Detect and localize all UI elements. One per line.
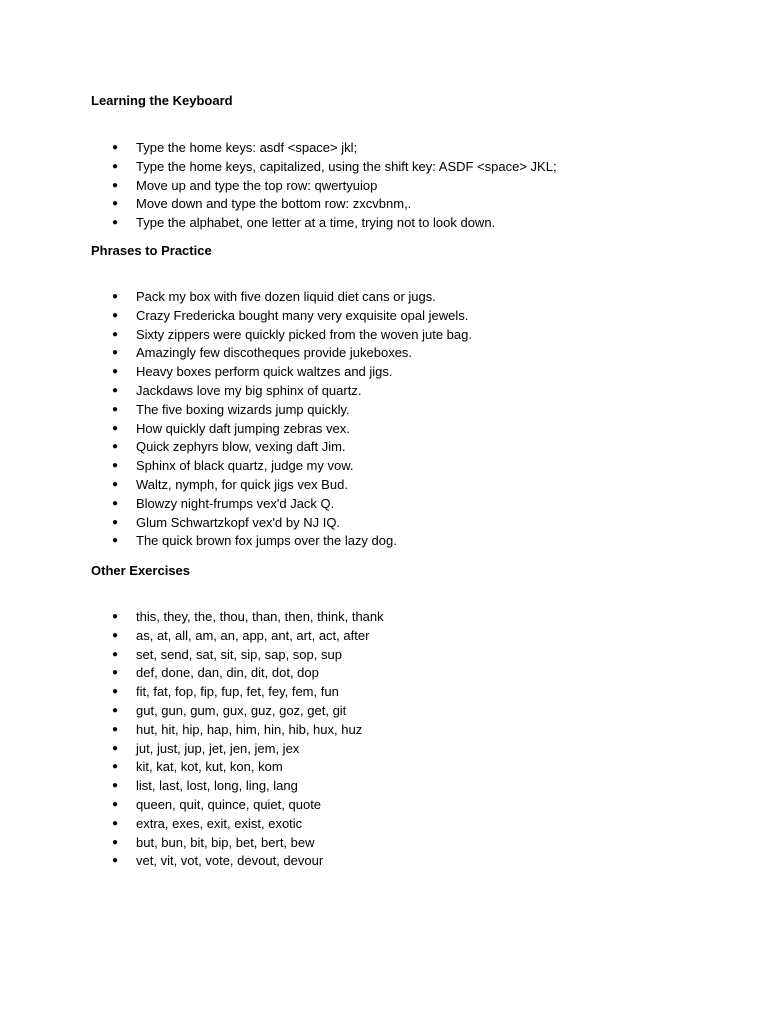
list-item-text: queen, quit, quince, quiet, quote bbox=[136, 796, 322, 812]
list-item bbox=[91, 702, 731, 721]
list-item-text: Type the home keys, capitalized, using the shift key: ASDF <space> JKL; bbox=[136, 158, 557, 174]
list-item bbox=[91, 495, 731, 514]
section-heading: Phrases to Practice bbox=[91, 243, 212, 258]
list-item bbox=[91, 476, 731, 495]
list-item bbox=[91, 834, 731, 853]
list-item bbox=[91, 664, 731, 683]
list-item bbox=[91, 683, 731, 702]
list-item bbox=[91, 852, 731, 871]
list-item bbox=[91, 326, 731, 345]
bullet-icon: ● bbox=[112, 328, 119, 340]
bullet-icon: ● bbox=[112, 347, 119, 359]
list-item-text: Move up and type the top row: qwertyuiop bbox=[136, 177, 378, 193]
list-item-text: extra, exes, exit, exist, exotic bbox=[136, 815, 303, 831]
bullet-icon: ● bbox=[112, 142, 119, 153]
bullet-icon: ● bbox=[112, 629, 119, 641]
list-item-text: Glum Schwartzkopf vex'd by NJ IQ. bbox=[136, 514, 341, 530]
list-item bbox=[91, 514, 731, 533]
section-learning-the-keyboard bbox=[91, 92, 731, 233]
section-heading: Other Exercises bbox=[91, 563, 191, 578]
list-item bbox=[91, 777, 731, 796]
list-item bbox=[91, 457, 731, 476]
list-item bbox=[91, 401, 731, 420]
bullet-icon: ● bbox=[112, 217, 119, 229]
list-item bbox=[91, 796, 731, 815]
list-item bbox=[91, 420, 731, 439]
list-item-text: Jackdaws love my big sphinx of quartz. bbox=[136, 382, 362, 398]
bullet-icon: ● bbox=[112, 667, 119, 679]
bullet-icon: ● bbox=[112, 723, 119, 735]
bullet-icon: ● bbox=[112, 422, 119, 434]
bullet-icon: ● bbox=[112, 366, 119, 378]
section-other-exercises bbox=[91, 562, 731, 871]
list-item-text: Amazingly few discotheques provide jukeboxes. bbox=[136, 345, 413, 361]
list-item bbox=[91, 307, 731, 326]
bullet-icon: ● bbox=[112, 160, 119, 172]
list-item-text: How quickly daft jumping zebras vex. bbox=[136, 420, 350, 436]
list-item-text: jut, just, jup, jet, jen, jem, jex bbox=[136, 740, 300, 756]
list-item bbox=[91, 195, 731, 214]
bullet-list bbox=[91, 288, 731, 551]
bullet-icon: ● bbox=[112, 516, 119, 528]
list-item-text: Sphinx of black quartz, judge my vow. bbox=[136, 458, 354, 474]
list-item-text: kit, kat, kot, kut, kon, kom bbox=[136, 759, 283, 775]
list-item bbox=[91, 815, 731, 834]
list-item bbox=[91, 627, 731, 646]
list-item-text: gut, gun, gum, gux, guz, goz, get, git bbox=[136, 702, 347, 718]
list-item-text: vet, vit, vot, vote, devout, devour bbox=[136, 853, 324, 869]
bullet-icon: ● bbox=[112, 742, 119, 754]
bullet-icon: ● bbox=[112, 309, 119, 321]
list-item-text: set, send, sat, sit, sip, sap, sop, sup bbox=[136, 646, 342, 662]
list-item-text: as, at, all, am, an, app, ant, art, act, after bbox=[136, 627, 370, 643]
bullet-icon: ● bbox=[112, 836, 119, 848]
bullet-list bbox=[91, 139, 731, 233]
list-item bbox=[91, 139, 731, 158]
list-item-text: Type the home keys: asdf <space> jkl; bbox=[136, 140, 358, 155]
bullet-icon: ● bbox=[112, 535, 119, 547]
list-item bbox=[91, 158, 731, 177]
list-item bbox=[91, 758, 731, 777]
list-item-text: Waltz, nymph, for quick jigs vex Bud. bbox=[136, 476, 348, 492]
bullet-icon: ● bbox=[112, 686, 119, 698]
section-heading: Learning the Keyboard bbox=[91, 93, 233, 108]
list-item bbox=[91, 532, 731, 551]
bullet-icon: ● bbox=[112, 478, 119, 490]
list-item bbox=[91, 288, 731, 307]
list-item-text: this, they, the, thou, than, then, think, thank bbox=[136, 609, 384, 624]
bullet-icon: ● bbox=[112, 179, 119, 191]
bullet-icon: ● bbox=[112, 198, 119, 210]
bullet-icon: ● bbox=[112, 460, 119, 472]
list-item-text: Crazy Fredericka bought many very exquisite opal jewels. bbox=[136, 307, 469, 323]
list-item bbox=[91, 608, 731, 627]
list-item-text: Heavy boxes perform quick waltzes and jigs. bbox=[136, 364, 393, 380]
bullet-icon: ● bbox=[112, 855, 119, 867]
bullet-icon: ● bbox=[112, 403, 119, 415]
list-item bbox=[91, 382, 731, 401]
list-item-text: The quick brown fox jumps over the lazy dog. bbox=[136, 533, 397, 549]
bullet-icon: ● bbox=[112, 497, 119, 509]
list-item-text: Quick zephyrs blow, vexing daft Jim. bbox=[136, 439, 346, 455]
bullet-icon: ● bbox=[112, 761, 119, 773]
bullet-list bbox=[91, 608, 731, 871]
list-item-text: The five boxing wizards jump quickly. bbox=[136, 401, 350, 417]
list-item-text: Pack my box with five dozen liquid diet cans or jugs. bbox=[136, 289, 436, 304]
list-item bbox=[91, 214, 731, 233]
bullet-icon: ● bbox=[112, 798, 119, 810]
section-phrases-to-practice bbox=[91, 242, 731, 551]
list-item-text: Move down and type the bottom row: zxcvbnm,. bbox=[136, 196, 412, 212]
bullet-icon: ● bbox=[112, 291, 119, 302]
bullet-icon: ● bbox=[112, 780, 119, 792]
bullet-icon: ● bbox=[112, 384, 119, 396]
list-item-text: Sixty zippers were quickly picked from the woven jute bag. bbox=[136, 326, 472, 342]
list-item-text: list, last, lost, long, ling, lang bbox=[136, 778, 298, 794]
bullet-icon: ● bbox=[112, 441, 119, 453]
bullet-icon: ● bbox=[112, 704, 119, 716]
list-item bbox=[91, 363, 731, 382]
list-item bbox=[91, 177, 731, 196]
list-item-text: def, done, dan, din, dit, dot, dop bbox=[136, 665, 319, 681]
list-item-text: fit, fat, fop, fip, fup, fet, fey, fem, fun bbox=[136, 684, 339, 700]
list-item bbox=[91, 721, 731, 740]
list-item-text: Type the alphabet, one letter at a time, trying not to look down. bbox=[136, 215, 496, 231]
list-item-text: hut, hit, hip, hap, him, hin, hib, hux, huz bbox=[136, 721, 363, 737]
list-item bbox=[91, 646, 731, 665]
bullet-icon: ● bbox=[112, 648, 119, 660]
bullet-icon: ● bbox=[112, 817, 119, 829]
list-item bbox=[91, 344, 731, 363]
bullet-icon: ● bbox=[112, 611, 119, 622]
list-item bbox=[91, 740, 731, 759]
list-item bbox=[91, 438, 731, 457]
list-item-text: Blowzy night-frumps vex'd Jack Q. bbox=[136, 495, 335, 511]
list-item-text: but, bun, bit, bip, bet, bert, bew bbox=[136, 834, 315, 850]
